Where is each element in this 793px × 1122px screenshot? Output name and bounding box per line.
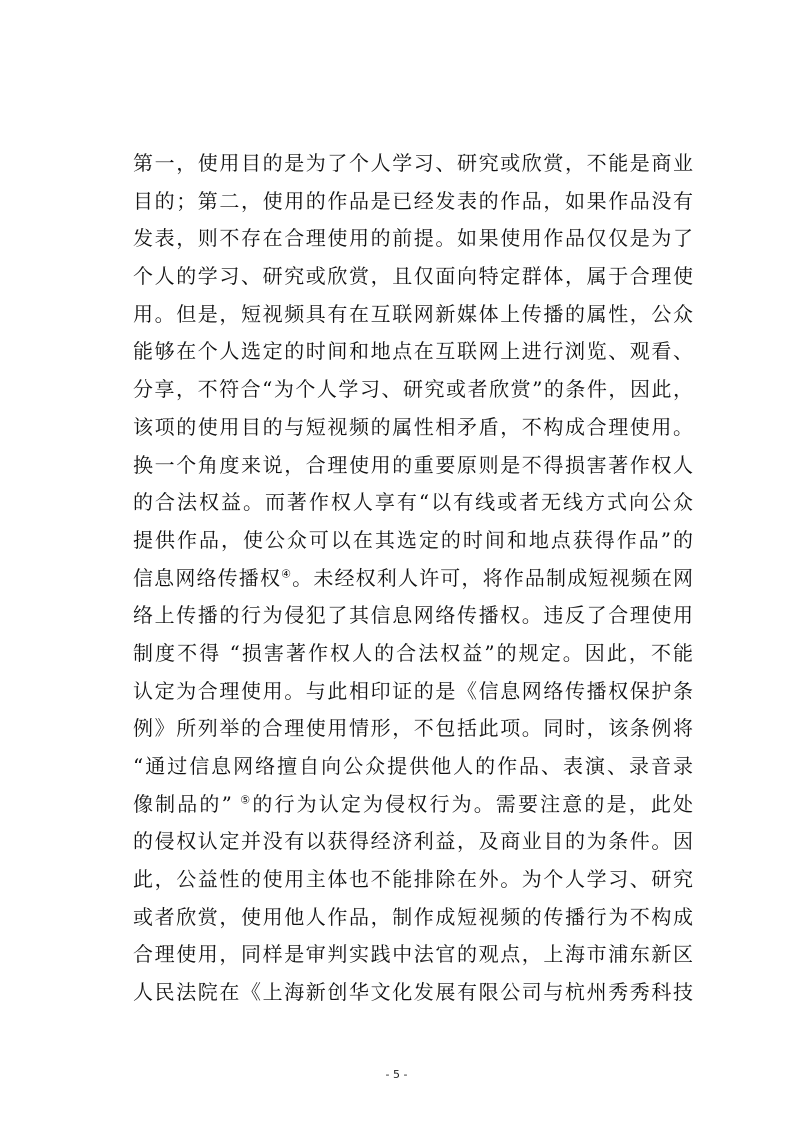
text-line: 发表，则不存在合理使用的前提。如果使用作品仅仅是为了 [133,226,693,251]
text-line: 第一，使用目的是为了个人学习、研究或欣赏，不能是商业 [133,151,693,175]
text-segment: 信息网络传播权 [133,565,282,590]
text-line: 的合法权益。而著作权人享有“以有线或者无线方式向公众 [133,490,693,515]
text-segment: 。未经权利人许可，将作品制成短视频在网 [292,565,694,590]
text-line: 提供作品，使公众可以在其选定的时间和地点获得作品”的 [133,527,693,552]
text-line: 此，公益性的使用主体也不能排除在外。为个人学习、研究 [133,867,693,892]
text-line: 用。但是，短视频具有在互联网新媒体上传播的属性，公众 [133,301,693,326]
text-line: 该项的使用目的与短视频的属性相矛盾，不构成合理使用。 [133,414,693,439]
text-line: 目的；第二，使用的作品是已经发表的作品，如果作品没有 [133,188,693,213]
text-line: 个人的学习、研究或欣赏，且仅面向特定群体，属于合理使 [133,264,693,289]
text-line-with-footnote [133,560,693,598]
page-number: - 5 - [385,1068,408,1081]
text-line-with-footnote [133,786,693,824]
text-line: “通过信息网络擅自向公众提供他人的作品、表演、录音录 [133,754,693,778]
text-line: 或者欣赏，使用他人作品，制作成短视频的传播行为不构成 [133,904,693,929]
text-line: 的侵权认定并没有以获得经济利益，及商业目的为条件。因 [133,829,693,854]
text-line: 认定为合理使用。与此相印证的是《信息网络传播权保护条 [133,678,693,703]
text-line: 合理使用，同样是审判实践中法官的观点，上海市浦东新区 [133,942,693,967]
text-line: 例》所列举的合理使用情形，不包括此项。同时，该条例将 [133,716,693,741]
text-line: 人民法院在《上海新创华文化发展有限公司与杭州秀秀科技 [133,980,693,1005]
body-text [133,145,693,1012]
footnote-marker[interactable]: ④ [281,566,293,580]
text-line: 能够在个人选定的时间和地点在互联网上进行浏览、观看、 [133,339,693,364]
text-line: 络上传播的行为侵犯了其信息网络传播权。违反了合理使用 [133,603,693,628]
text-line: 分享，不符合“为个人学习、研究或者欣赏”的条件，因此， [133,377,693,402]
footnote-marker[interactable]: ⑤ [240,793,253,807]
text-line: 制度不得 “损害著作权人的合法权益”的规定。因此，不能 [133,640,693,665]
text-segment: 的行为认定为侵权行为。需要注意的是，此处 [252,791,693,816]
text-line: 换一个角度来说，合理使用的重要原则是不得损害著作权人 [133,452,693,477]
text-segment: 像制品的” [133,791,241,816]
